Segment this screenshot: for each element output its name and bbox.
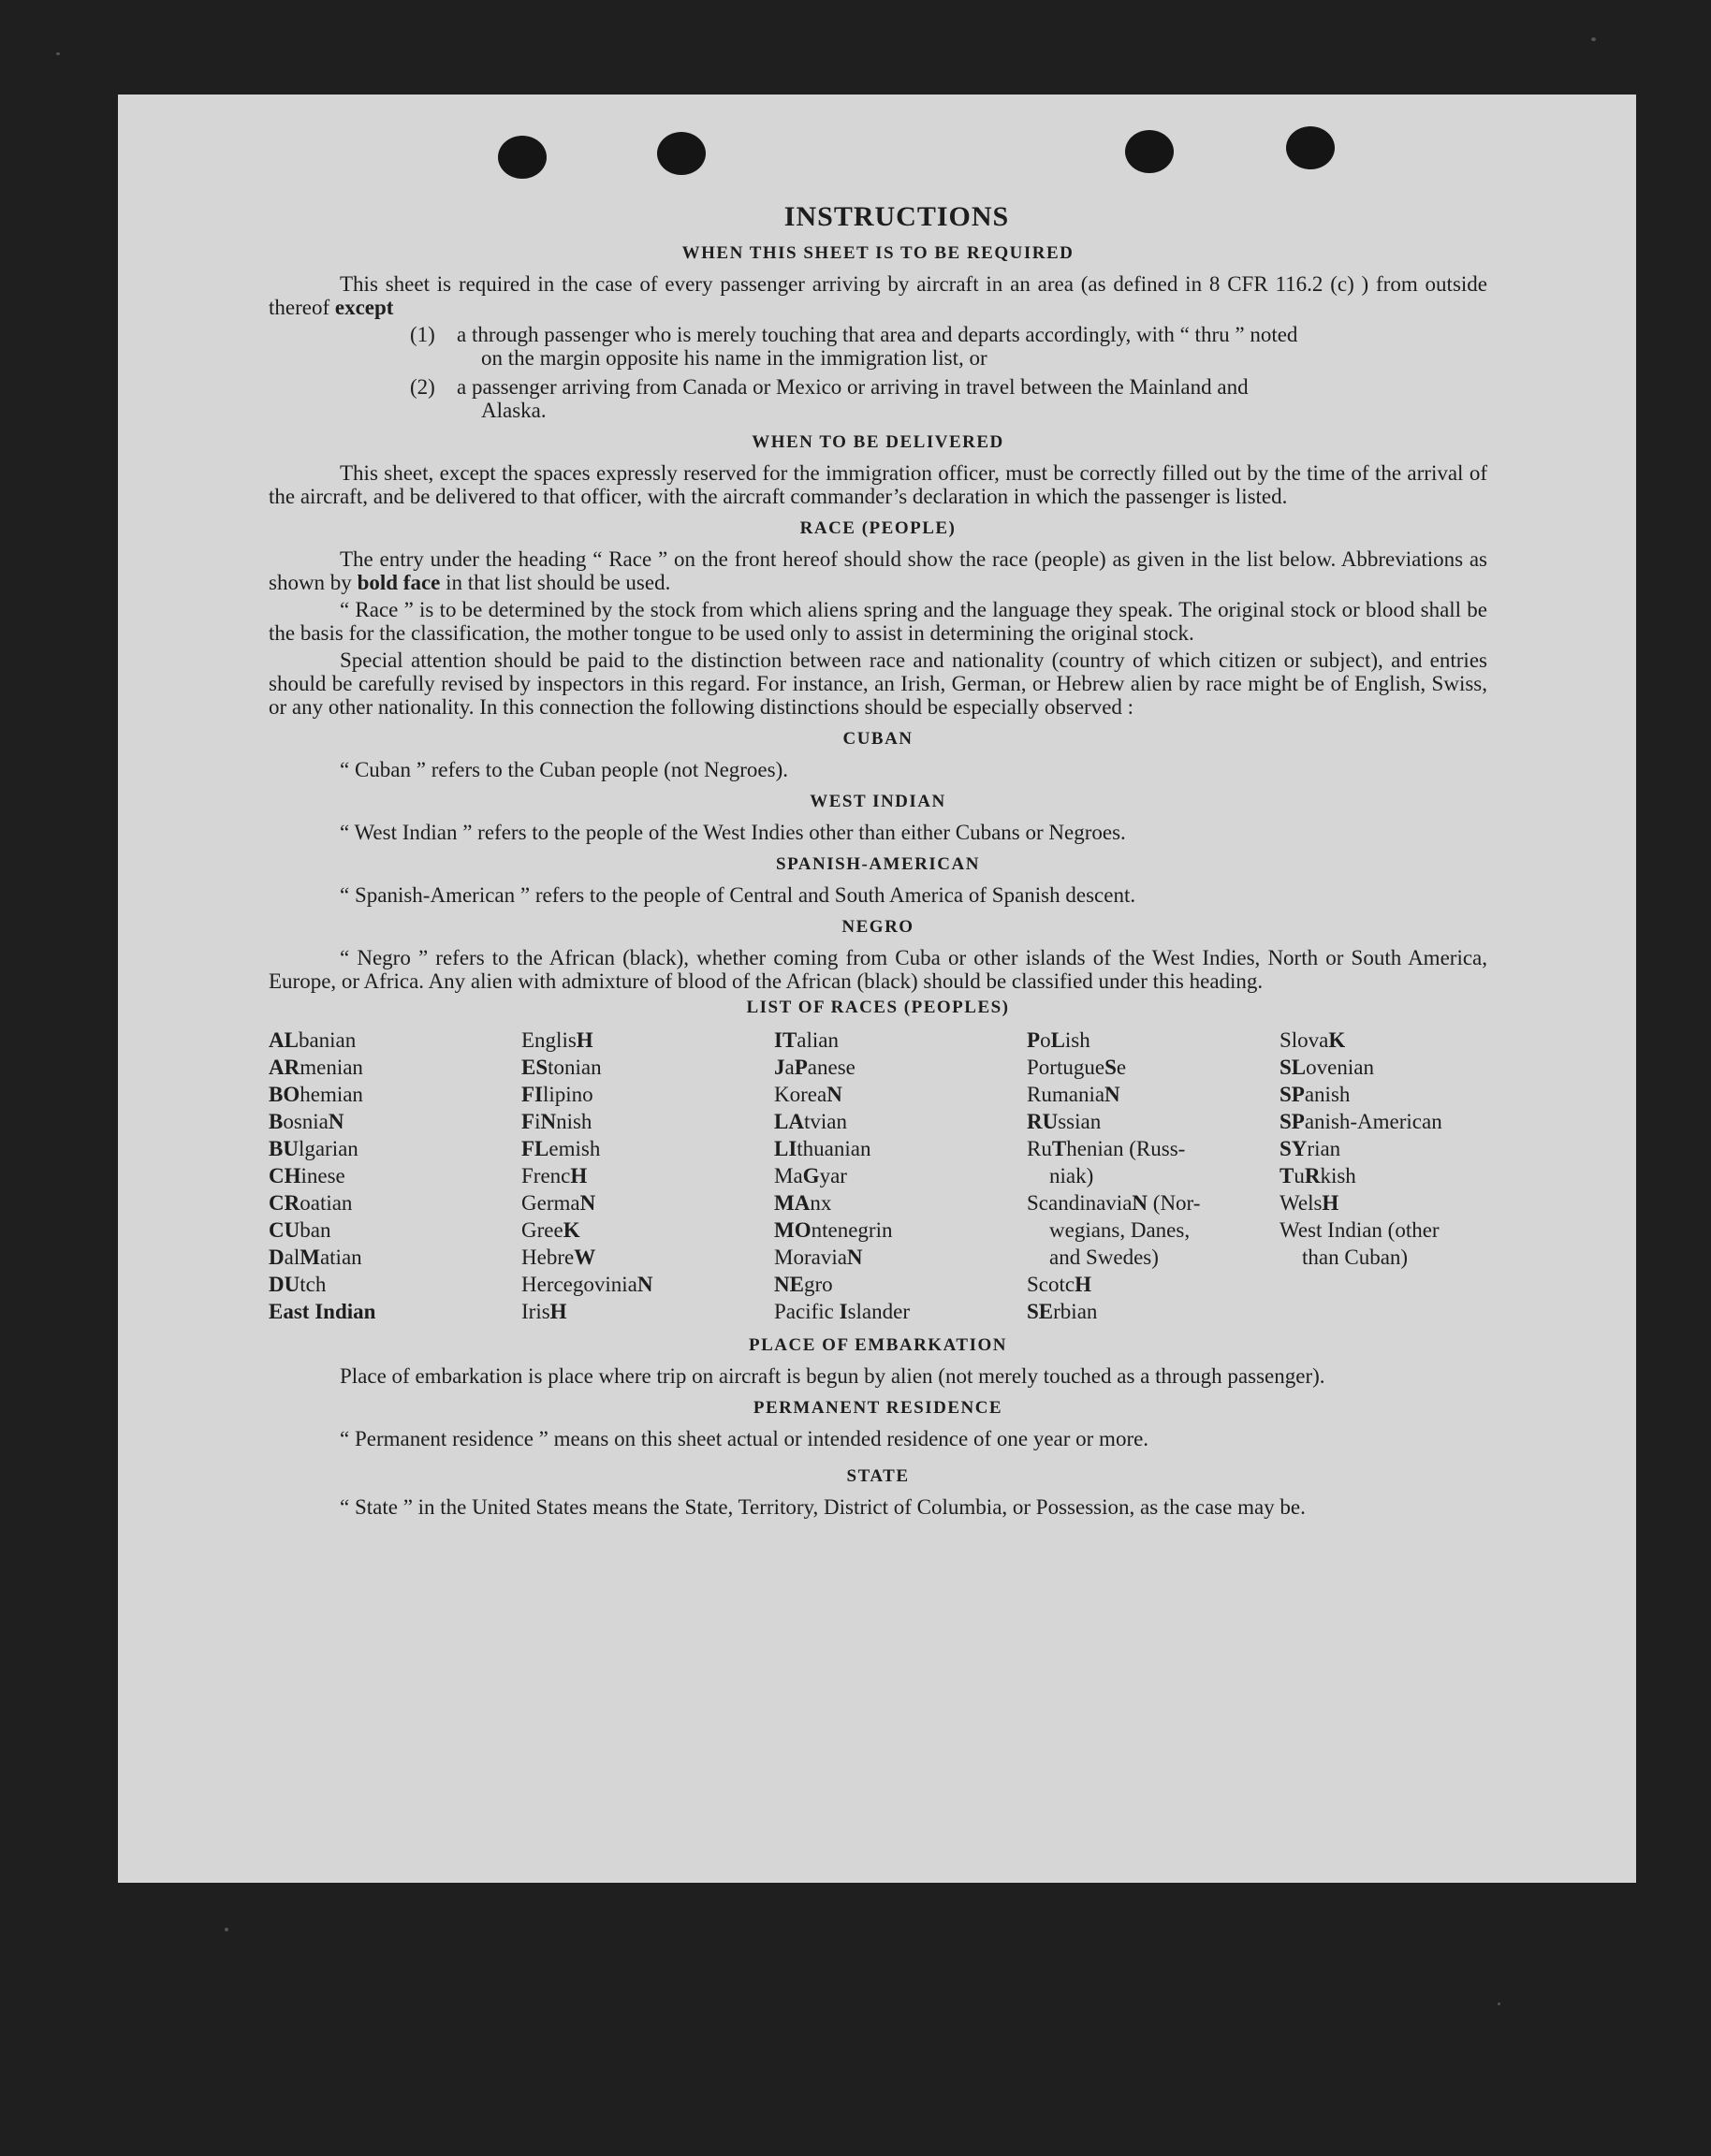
heading-negro: NEGRO	[841, 917, 914, 937]
when-required-intro: This sheet is required in the case of every passenger arriving by aircraft in an area (as defined in 8 CFR 116.2 (c) ) from outside thereof except	[269, 272, 1487, 319]
heading-list-of-races: LIST OF RACES (PEOPLES)	[746, 998, 1010, 1017]
race-entry: RUssian	[1027, 1110, 1102, 1133]
race-entry-continuation: than Cuban)	[1302, 1246, 1409, 1269]
punch-hole	[498, 136, 547, 179]
heading-spanish-american: SPANISH-AMERICAN	[776, 854, 980, 874]
race-entry: FLemish	[521, 1137, 601, 1160]
heading-west-indian: WEST INDIAN	[810, 792, 946, 811]
race-entry: GreeK	[521, 1218, 580, 1242]
embarkation-text: Place of embarkation is place where trip on aircraft is begun by alien (not merely touched as a through passenger).	[340, 1364, 1325, 1388]
when-delivered-text: This sheet, except the spaces expressly reserved for the immigration officer, must be correctly filled out by the time of the arrival of the aircraft, and be delivered to that officer, with the aircraft commander’s declaration in which the passenger is listed.	[269, 461, 1487, 508]
scan-speck	[56, 52, 60, 55]
spanish-american-text: “ Spanish-American ” refers to the people of Central and South America of Spanish descent.	[340, 883, 1136, 907]
race-entry: MAnx	[774, 1191, 832, 1215]
race-entry: JaPanese	[774, 1056, 856, 1079]
state-text: “ State ” in the United States means the State, Territory, District of Columbia, or Possession, as the case may be.	[340, 1495, 1306, 1519]
race-entry: RumaniaN	[1027, 1083, 1120, 1106]
race-paragraph-2: “ Race ” is to be determined by the stock from which aliens spring and the language they speak. The original stock or blood shall be the basis for the classification, the mother tongue to be used only to assist in determining the original stock.	[269, 598, 1487, 645]
race-entry: SlovaK	[1280, 1028, 1346, 1052]
races-column	[269, 1027, 521, 1325]
scan-speck	[225, 1928, 228, 1931]
heading-state: STATE	[846, 1466, 910, 1486]
races-column	[1280, 1027, 1487, 1325]
races-column	[521, 1027, 774, 1325]
race-entry: HebreW	[521, 1246, 596, 1269]
race-entry: SErbian	[1027, 1300, 1098, 1323]
exception-item-2: (2) a passenger arriving from Canada or Mexico or arriving in travel between the Mainland and Alaska.	[410, 375, 1249, 422]
race-entry: CRoatian	[269, 1191, 353, 1215]
race-entry: EStonian	[521, 1056, 602, 1079]
race-entry: ITalian	[774, 1028, 839, 1052]
race-entry: West Indian (other	[1280, 1218, 1440, 1242]
residence-text: “ Permanent residence ” means on this sheet actual or intended residence of one year or more.	[340, 1427, 1149, 1450]
race-entry: SPanish-American	[1280, 1110, 1442, 1133]
race-entry: GermaN	[521, 1191, 596, 1215]
heading-when-required: WHEN THIS SHEET IS TO BE REQUIRED	[681, 243, 1075, 263]
race-entry: TuRkish	[1280, 1164, 1356, 1187]
race-entry: DUtch	[269, 1273, 327, 1296]
races-column	[774, 1027, 1027, 1325]
race-entry: Pacific Islander	[774, 1300, 910, 1323]
race-entry: PortugueSe	[1027, 1056, 1127, 1079]
race-entry: RuThenian (Russ-	[1027, 1137, 1186, 1160]
race-entry: SLovenian	[1280, 1056, 1374, 1079]
punch-hole	[1125, 130, 1174, 173]
race-entry: LAtvian	[774, 1110, 847, 1133]
race-entry-continuation: niak)	[1049, 1164, 1094, 1187]
race-entry: PoLish	[1027, 1028, 1090, 1052]
race-entry: IrisH	[521, 1300, 567, 1323]
cuban-text: “ Cuban ” refers to the Cuban people (not Negroes).	[340, 758, 789, 781]
heading-race: RACE (PEOPLE)	[799, 518, 957, 538]
negro-text: “ Negro ” refers to the African (black), whether coming from Cuba or other islands of the West Indies, North or South America, Europe, or Africa. Any alien with admixture of blood of the African (black) should be classified under this heading.	[269, 946, 1487, 993]
race-entry: MoraviaN	[774, 1246, 863, 1269]
race-entry: FrencH	[521, 1164, 588, 1187]
race-entry-continuation: wegians, Danes,	[1049, 1218, 1191, 1242]
race-entry: ALbanian	[269, 1028, 357, 1052]
race-entry: FIlipino	[521, 1083, 593, 1106]
race-entry: MaGyar	[774, 1164, 847, 1187]
race-entry: KoreaN	[774, 1083, 842, 1106]
scan-speck	[1498, 2003, 1500, 2005]
race-entry: DalMatian	[269, 1246, 362, 1269]
scan-speck	[1591, 37, 1596, 41]
race-entry: ScandinaviaN (Nor-	[1027, 1191, 1201, 1215]
document-sheet	[118, 95, 1636, 1883]
race-entry: BosniaN	[269, 1110, 344, 1133]
punch-hole	[657, 132, 706, 175]
heading-embarkation: PLACE OF EMBARKATION	[749, 1335, 1007, 1355]
heading-permanent-residence: PERMANENT RESIDENCE	[753, 1398, 1003, 1418]
heading-when-delivered: WHEN TO BE DELIVERED	[752, 432, 1004, 452]
race-entry: BOhemian	[269, 1083, 363, 1106]
instructions-body	[269, 201, 1487, 1522]
race-entry: ScotcH	[1027, 1273, 1091, 1296]
race-entry: HercegoviniaN	[521, 1273, 653, 1296]
race-entry: SYrian	[1280, 1137, 1341, 1160]
race-entry: SPanish	[1280, 1083, 1351, 1106]
west-indian-text: “ West Indian ” refers to the people of the West Indies other than either Cubans or Negroes.	[340, 821, 1126, 844]
punch-hole	[1286, 126, 1335, 169]
race-entry: ARmenian	[269, 1056, 363, 1079]
race-entry: WelsH	[1280, 1191, 1339, 1215]
race-entry: MOntenegrin	[774, 1218, 893, 1242]
exception-item-1: (1) a through passenger who is merely touching that area and departs accordingly, with “ thru ” noted on the margin opposite his name in the immigration list, or	[410, 323, 1298, 370]
race-entry: East Indian	[269, 1300, 376, 1323]
race-entry: NEgro	[774, 1273, 833, 1296]
heading-cuban: CUBAN	[842, 729, 914, 749]
race-entry: CHinese	[269, 1164, 345, 1187]
race-entry: FiNnish	[521, 1110, 592, 1133]
race-entry: EnglisH	[521, 1028, 593, 1052]
races-column	[1027, 1027, 1280, 1325]
races-list	[269, 1027, 1487, 1325]
race-paragraph-3: Special attention should be paid to the distinction between race and nationality (country of which citizen or subject), and entries should be carefully revised by inspectors in this regard. For instance, an Irish, German, or Hebrew alien by race might be of English, Swiss, or any other nationality. In this connection the following distinctions should be especially observed :	[269, 648, 1487, 719]
race-entry: CUban	[269, 1218, 331, 1242]
race-entry-continuation: and Swedes)	[1049, 1246, 1159, 1269]
race-entry: LIthuanian	[774, 1137, 871, 1160]
page-title: INSTRUCTIONS	[783, 201, 1010, 232]
race-paragraph-1: The entry under the heading “ Race ” on the front hereof should show the race (people) as given in the list below. Abbreviations as shown by bold face in that list should be used.	[269, 547, 1487, 594]
race-entry: BUlgarian	[269, 1137, 358, 1160]
